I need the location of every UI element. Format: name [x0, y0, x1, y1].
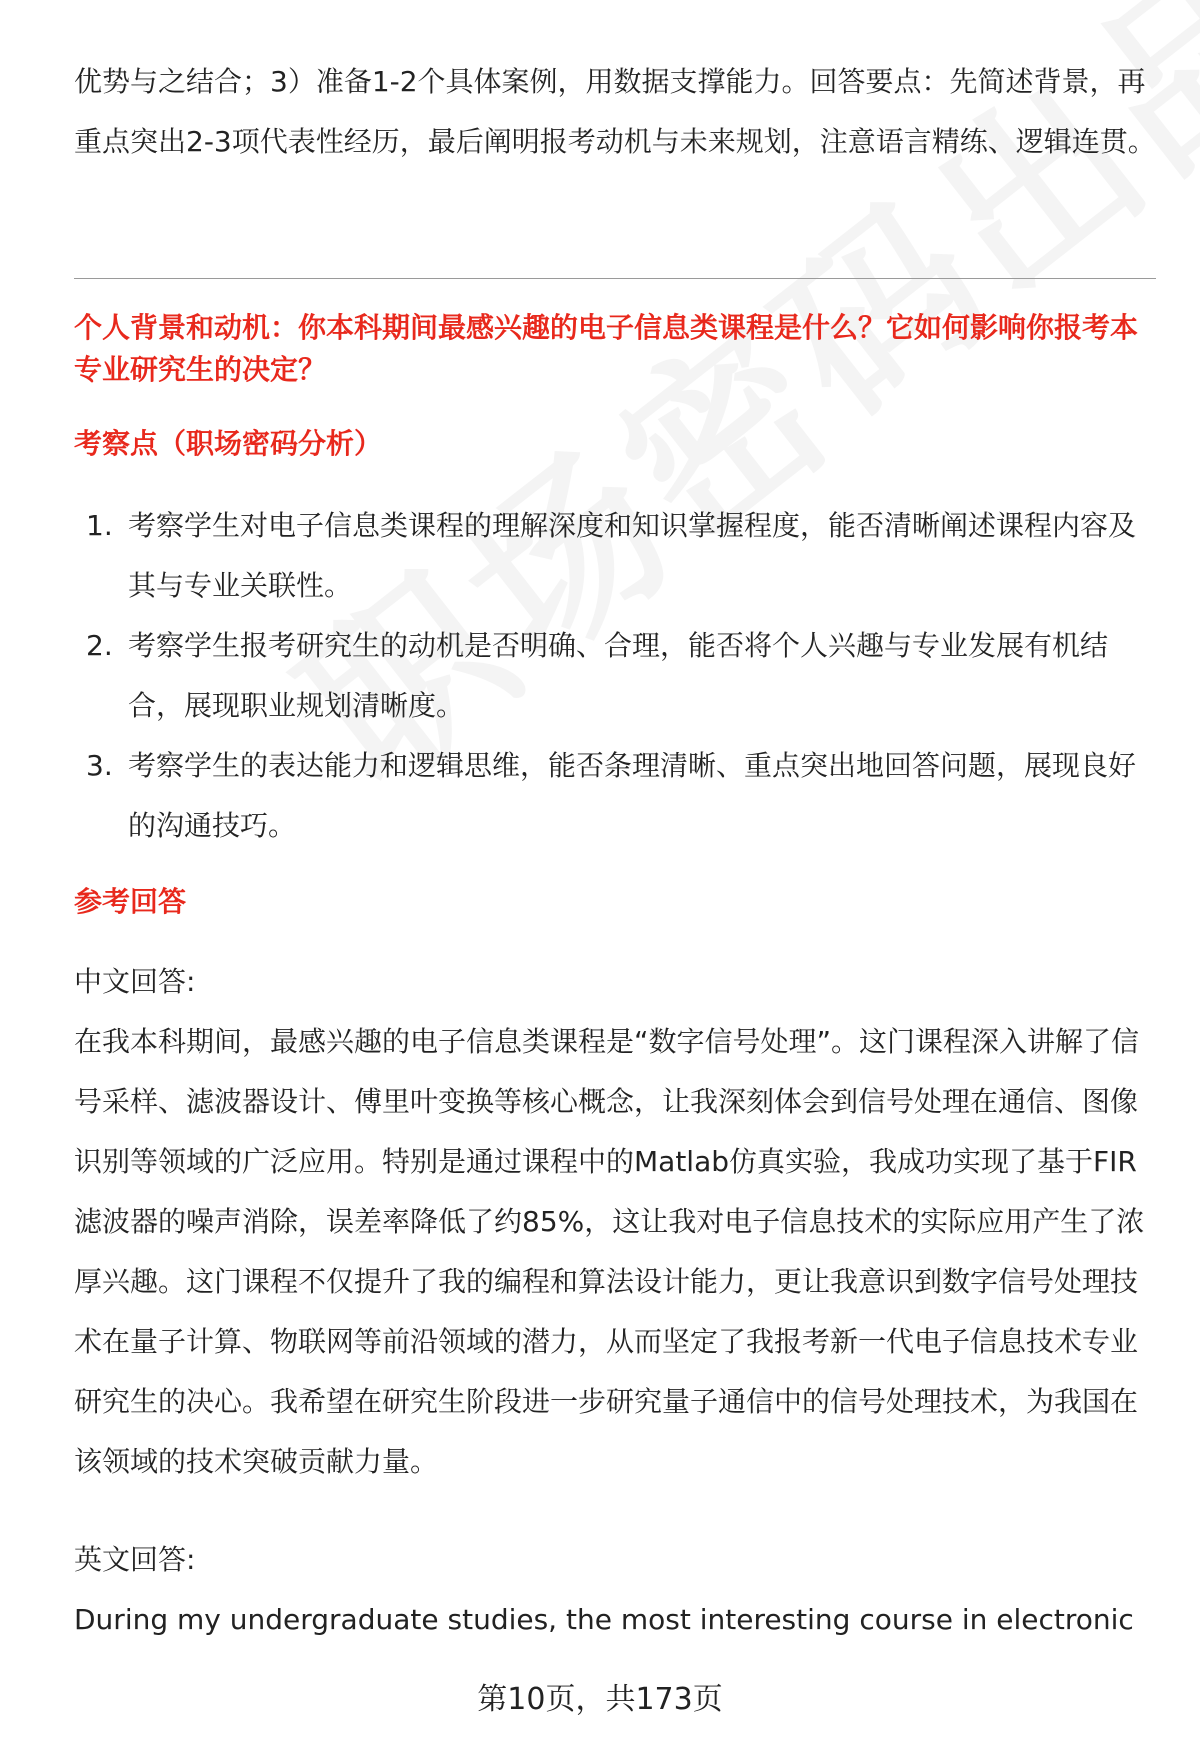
list-item-number: 2. — [86, 629, 113, 662]
assessment-points-list — [74, 496, 1156, 856]
chinese-answer-label: 中文回答: — [74, 965, 196, 998]
chinese-answer-text: 在我本科期间，最感兴趣的电子信息类课程是“数字信号处理”。这门课程深入讲解了信号采样、滤波器设计、傅里叶变换等核心概念，让我深刻体会到信号处理在通信、图像识别等领域的广泛应用。特别是通过课程中的Matlab仿真实验，我成功实现了基于FIR滤波器的噪声消除，误差率降低了约85%，这让我对电子信息技术的实际应用产生了浓厚兴趣。这门课程不仅提升了我的编程和算法设计能力，更让我意识到数字信号处理技术在量子计算、物联网等前沿领域的潜力，从而坚定了我报考新一代电子信息技术专业研究生的决心。我希望在研究生阶段进一步研究量子通信中的信号处理技术，为我国在该领域的技术突破贡献力量。 — [74, 1025, 1145, 1478]
list-item — [74, 616, 1156, 736]
list-item-number: 3. — [86, 749, 113, 782]
section-divider — [74, 278, 1156, 279]
reference-answer-heading: 参考回答 — [74, 885, 187, 918]
list-item-number: 1. — [86, 509, 113, 542]
assessment-points-heading: 考察点（职场密码分析） — [74, 427, 383, 460]
list-item — [74, 496, 1156, 616]
list-item-text: 考察学生报考研究生的动机是否明确、合理，能否将个人兴趣与专业发展有机结合，展现职业规划清晰度。 — [128, 629, 1109, 722]
intro-paragraph: 优势与之结合；3）准备1-2个具体案例，用数据支撑能力。回答要点：先简述背景，再重点突出2-3项代表性经历，最后阐明报考动机与未来规划，注意语言精练、逻辑连贯。 — [74, 65, 1156, 158]
english-answer-text: During my undergraduate studies, the most interesting course in electronic — [74, 1603, 1134, 1636]
list-item — [74, 736, 1156, 856]
page-number-footer: 第10页，共173页 — [477, 1682, 723, 1717]
list-item-text: 考察学生的表达能力和逻辑思维，能否条理清晰、重点突出地回答问题，展现良好的沟通技巧。 — [128, 749, 1137, 842]
question-heading: 个人背景和动机：你本科期间最感兴趣的电子信息类课程是什么？它如何影响你报考本专业研究生的决定？ — [74, 311, 1139, 386]
english-answer-label: 英文回答: — [74, 1543, 196, 1576]
list-item-text: 考察学生对电子信息类课程的理解深度和知识掌握程度，能否清晰阐述课程内容及其与专业关联性。 — [128, 509, 1137, 602]
